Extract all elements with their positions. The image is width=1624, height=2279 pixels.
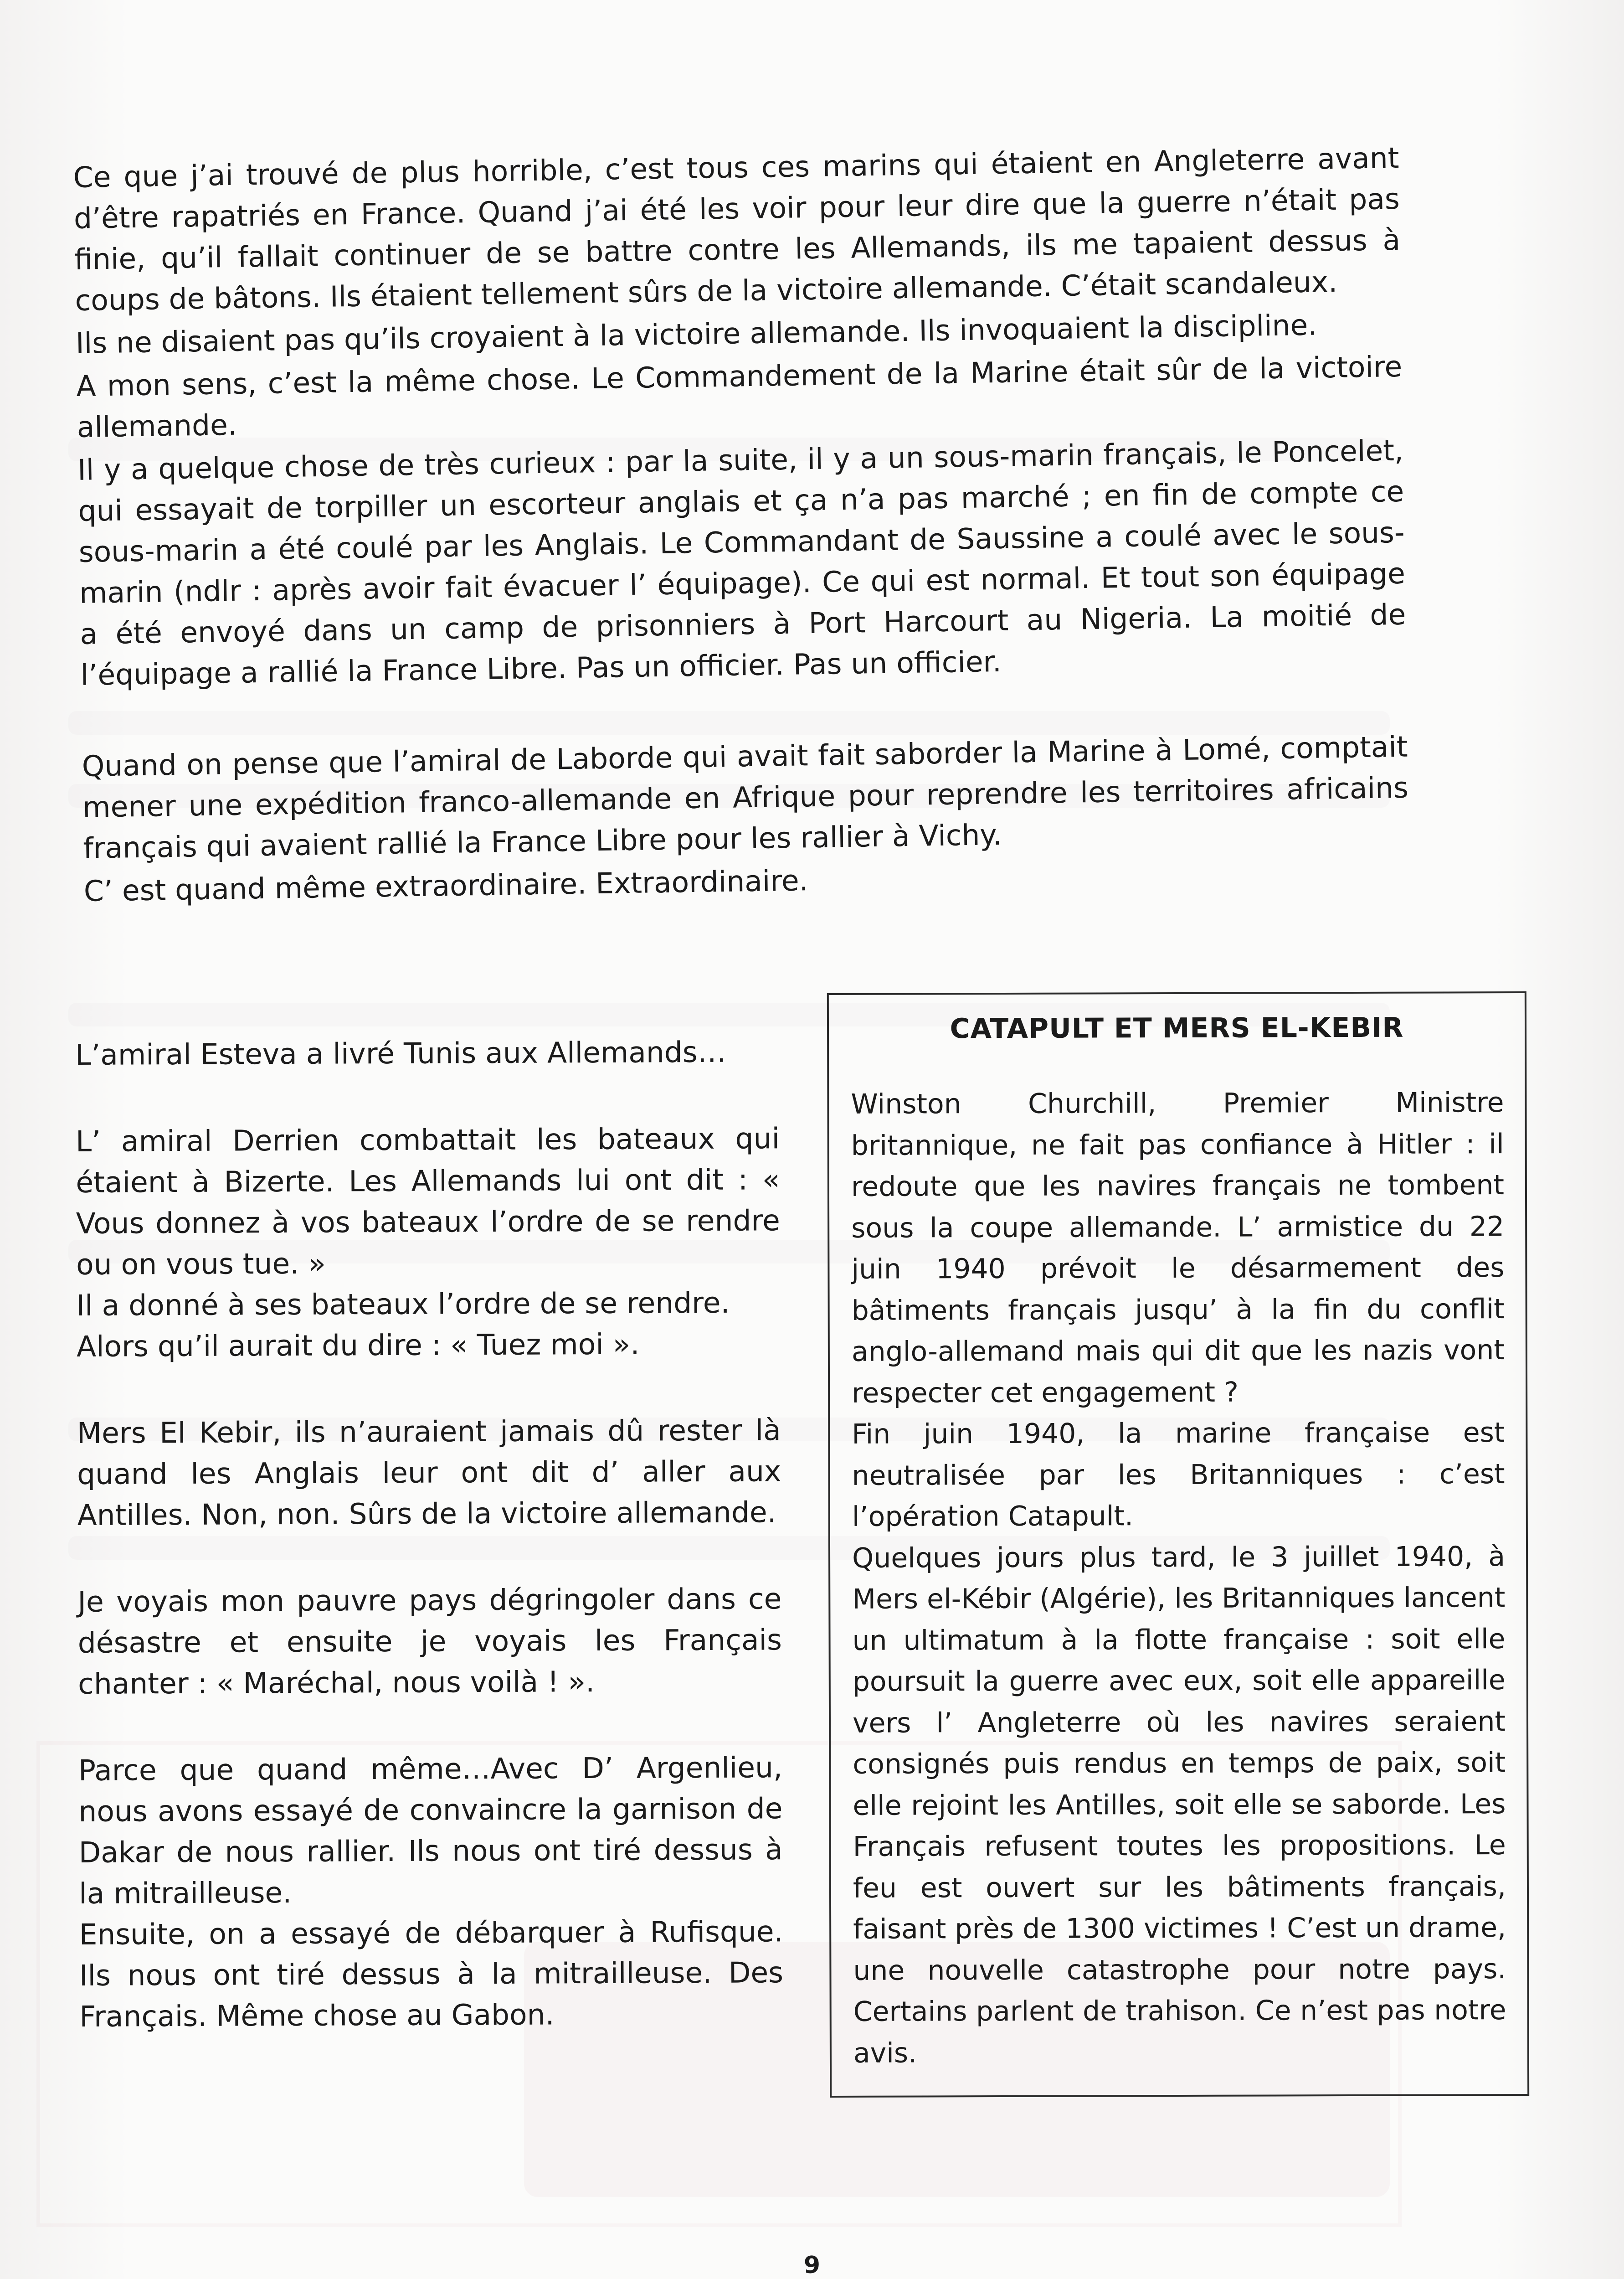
intro-paragraph: A mon sens, c’est la même chose. Le Commandement de la Marine était sûr de la victoire allemande. <box>76 350 1403 444</box>
left-paragraph: Alors qu’il aurait du dire : « Tuez moi ». <box>76 1327 640 1363</box>
left-paragraph: Je voyais mon pauvre pays dégringoler dans ce désastre et ensuite je voyais les Français chanter : « Maréchal, nous voilà ! ». <box>77 1582 782 1701</box>
intro-text-block <box>73 138 1410 912</box>
left-paragraph: Ensuite, on a essayé de débarquer à Rufisque. Ils nous ont tiré dessus à la mitrailleuse. Des Français. Même chose au Gabon. <box>79 1915 784 2033</box>
intro-paragraph: Il y a quelque chose de très curieux : par la suite, il y a un sous-marin français, le Poncelet, qui essayait de torpiller un escorteur anglais et ça n’a pas marché ; en fin de compte ce sous-marin a été coulé par les Anglais. Le Commandant de Saussine a coulé avec le sous-marin (ndlr : après avoir fait évacuer l’ équipage). Ce qui est normal. Et tout son équipage a été envoyé dans un camp de prisonniers à Port Harcourt au Nigeria. La moitié de l’équipage a rallié la France Libre. Pas un officier. Pas un officier. <box>77 433 1406 692</box>
sidebar-box-title: CATAPULT ET MERS EL-KEBIR <box>950 1011 1404 1045</box>
left-paragraph: Il a donné à ses bateaux l’ordre de se rendre. <box>76 1286 730 1322</box>
page-number: 9 <box>803 2252 821 2279</box>
sidebar-box-body <box>851 1082 1506 2074</box>
left-paragraph: Mers El Kebir, ils n’auraient jamais dû rester là quand les Anglais leur ont dit d’ aller aux Antilles. Non, non. Sûrs de la victoire allemande. <box>77 1413 781 1532</box>
left-paragraph: L’ amiral Derrien combattait les bateaux qui étaient à Bizerte. Les Allemands lui ont dit : « Vous donnez à vos bateaux l’ordre de se rendre ou on vous tue. » <box>75 1122 780 1281</box>
left-paragraph: L’amiral Esteva a livré Tunis aux Allemands… <box>75 1035 726 1072</box>
intro-paragraph: C’ est quand même extraordinaire. Extraordinaire. <box>83 864 809 908</box>
left-column-text <box>75 1031 784 2037</box>
sidebar-paragraph: Quelques jours plus tard, le 3 juillet 1940, à Mers el-Kébir (Algérie), les Britanniques lancent un ultimatum à la flotte française : soit elle poursuit la guerre avec eux, soit elle appareille vers l’ Angleterre où les navires seraient consignés puis rendus en temps de paix, soit elle rejoint les Antilles, soit elle se saborde. Les Français refusent toutes les propositions. Le feu est ouvert sur les bâtiments français, faisant près de 1300 victimes ! C’est un drame, une nouvelle catastrophe pour notre pays. Certains parlent de trahison. Ce n’est pas notre avis. <box>852 1540 1506 2069</box>
intro-paragraph: Ils ne disaient pas qu’ils croyaient à la victoire allemande. Ils invoquaient la discipline. <box>75 308 1317 360</box>
intro-paragraph: Ce que j’ai trouvé de plus horrible, c’est tous ces marins qui étaient en Angleterre avant d’être rapatriés en France. Quand j’ai été les voir pour leur dire que la guerre n’était pas finie, qu’il fallait continuer de se battre contre les Allemands, ils me tapaient dessus à coups de bâtons. Ils étaient tellement sûrs de la victoire allemande. C’était scandaleux. <box>73 141 1401 317</box>
sidebar-paragraph: Winston Churchill, Premier Ministre britannique, ne fait pas confiance à Hitler : il redoute que les navires français ne tombent sous la coupe allemande. L’ armistice du 22 juin 1940 prévoit le désarmement des bâtiments français jusqu’ à la fin du conflit anglo-allemand mais qui dit que les nazis vont respecter cet engagement ? <box>851 1087 1505 1409</box>
left-paragraph: Parce que quand même…Avec D’ Argenlieu, nous avons essayé de convaincre la garnison de Dakar de nous rallier. Ils nous ont tiré dessus à la mitrailleuse. <box>78 1751 783 1910</box>
sidebar-paragraph: Fin juin 1940, la marine française est neutralisée par les Britanniques : c’est l’opération Catapult. <box>852 1417 1505 1533</box>
sidebar-box <box>827 991 1529 2098</box>
intro-paragraph: Quand on pense que l’amiral de Laborde qui avait fait saborder la Marine à Lomé, comptait mener une expédition franco-allemande en Afrique pour reprendre les territoires africains français qui avaient rallié la France Libre pour les rallier à Vichy. <box>82 730 1409 865</box>
